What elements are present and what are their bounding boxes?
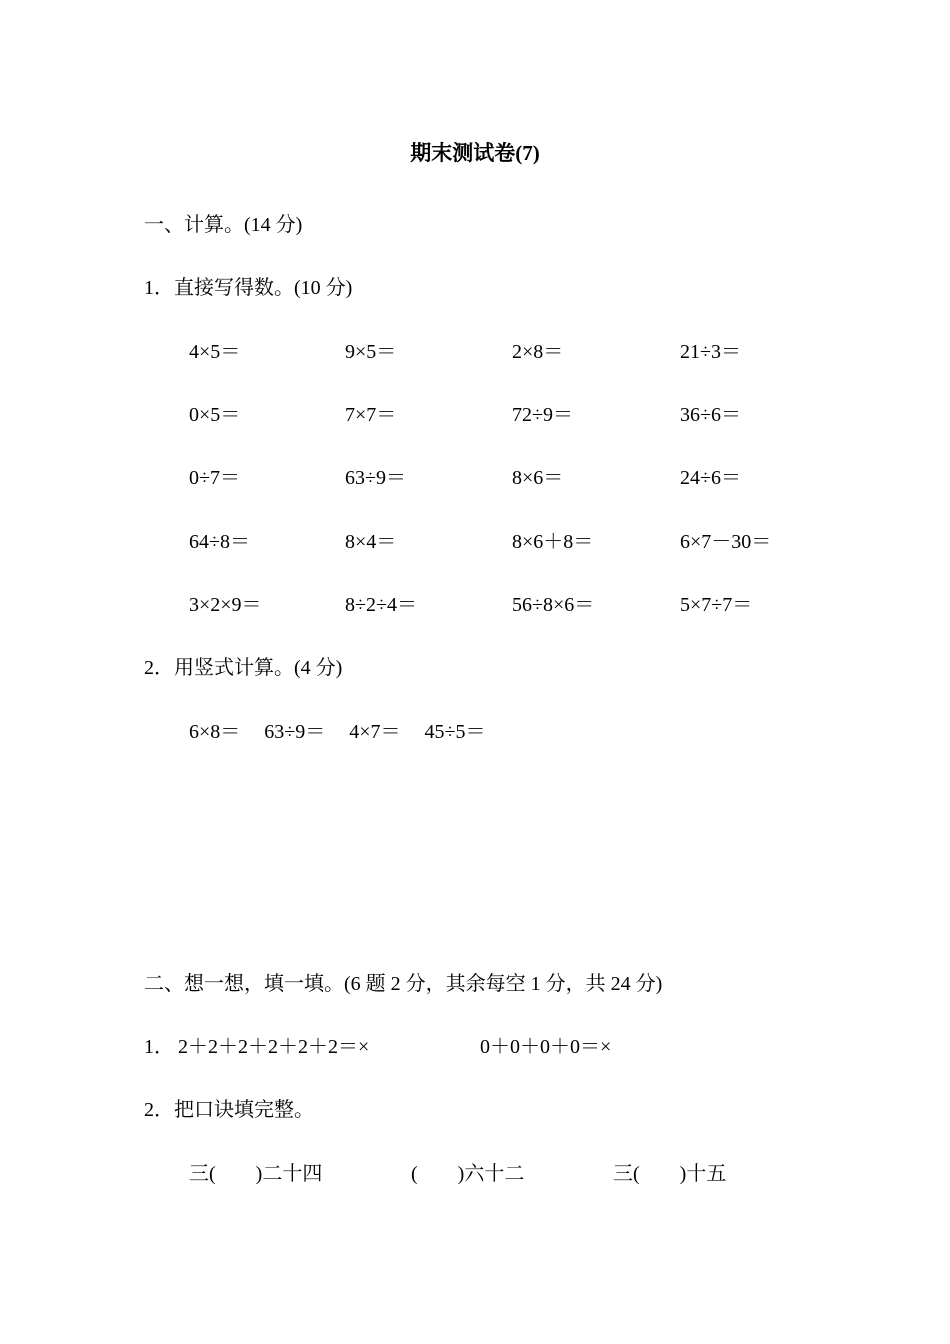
vertical-calc-item: 4×7＝ (349, 721, 401, 743)
multiplication-rhyme-item: 三( )二十四 (189, 1163, 323, 1185)
q2-label: 2．用竖式计算。(4 分) (144, 657, 343, 679)
vertical-calc-item: 63÷9＝ (264, 721, 326, 743)
s2-q1-left-expression: 2＋2＋2＋2＋2＋2＝× (178, 1036, 370, 1058)
multiplication-rhyme-item: 三( )十五 (613, 1163, 727, 1185)
s2-q1-number: 1． (144, 1036, 174, 1058)
problem-cell: 7×7＝ (345, 404, 397, 426)
problem-cell: 56÷8×6＝ (512, 594, 595, 616)
problem-cell: 6×7－30＝ (680, 531, 772, 553)
problem-cell: 8×6＋8＝ (512, 531, 594, 553)
page-title: 期末测试卷(7) (410, 141, 540, 165)
problem-cell: 8×6＝ (512, 467, 564, 489)
problem-cell: 0×5＝ (189, 404, 241, 426)
problem-cell: 63÷9＝ (345, 467, 406, 489)
problem-cell: 4×5＝ (189, 341, 241, 363)
vertical-calc-item: 6×8＝ (189, 721, 241, 743)
problem-cell: 0÷7＝ (189, 467, 240, 489)
problem-cell: 8×4＝ (345, 531, 397, 553)
section2-heading: 二、想一想，填一填。(6 题 2 分，其余每空 1 分，共 24 分) (144, 973, 663, 995)
section1-heading: 一、计算。(14 分) (144, 214, 303, 236)
problem-cell: 2×8＝ (512, 341, 564, 363)
problem-cell: 64÷8＝ (189, 531, 250, 553)
problem-cell: 24÷6＝ (680, 467, 741, 489)
vertical-calc-row (189, 720, 486, 744)
s2-q1-right-expression: 0＋0＋0＋0＝× (480, 1036, 612, 1058)
problem-cell: 21÷3＝ (680, 341, 741, 363)
problem-cell: 9×5＝ (345, 341, 397, 363)
problem-cell: 5×7÷7＝ (680, 594, 753, 616)
vertical-calc-item: 45÷5＝ (424, 721, 486, 743)
q1-label: 1．直接写得数。(10 分) (144, 277, 353, 299)
s2-q2-label: 2．把口诀填完整。 (144, 1099, 314, 1121)
problem-cell: 8÷2÷4＝ (345, 594, 417, 616)
problem-cell: 36÷6＝ (680, 404, 741, 426)
problem-cell: 72÷9＝ (512, 404, 573, 426)
multiplication-rhyme-item: ( )六十二 (411, 1163, 525, 1185)
problem-cell: 3×2×9＝ (189, 594, 262, 616)
